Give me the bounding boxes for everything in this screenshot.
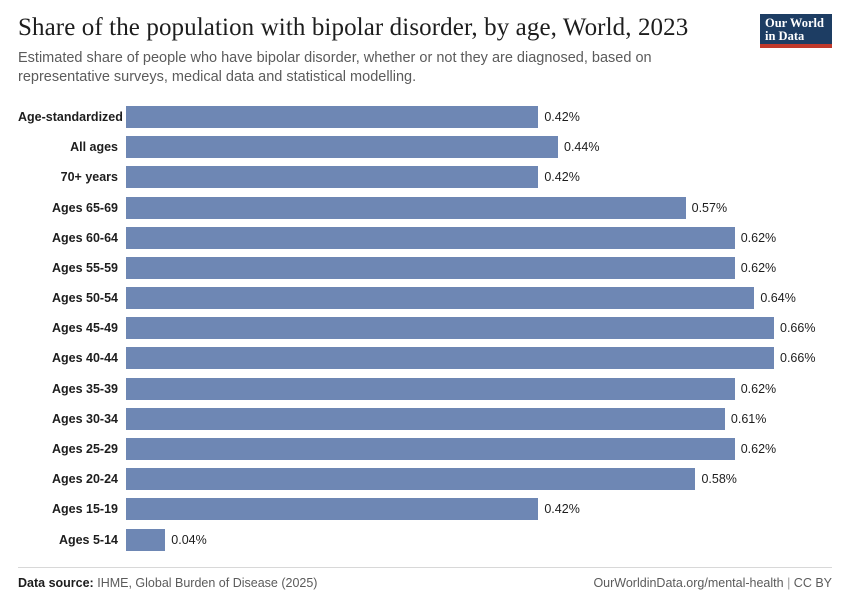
bar-category-label: Ages 50-54 — [51, 291, 118, 306]
bar[interactable] — [126, 257, 735, 279]
bar-row[interactable] — [18, 404, 832, 434]
bar-value-label: 0.64% — [760, 291, 796, 306]
bar-track — [126, 313, 832, 343]
bar-value-label: 0.42% — [544, 109, 580, 124]
bar-value-label: 0.58% — [701, 472, 737, 487]
bar[interactable] — [126, 227, 735, 249]
bar-track — [126, 464, 832, 494]
bar[interactable] — [126, 498, 538, 520]
bar-category-label: Ages 65-69 — [51, 200, 118, 215]
bar-row[interactable] — [18, 434, 832, 464]
logo-line-1: Our World — [765, 16, 824, 30]
data-source — [18, 576, 317, 590]
bar-row[interactable] — [18, 343, 832, 373]
bar-category-label: Ages 40-44 — [51, 351, 118, 366]
bar-category-label: Ages 20-24 — [51, 472, 118, 487]
bar-track — [126, 374, 832, 404]
bar-track — [126, 434, 832, 464]
bar-category-label: Ages 35-39 — [51, 381, 118, 396]
bar-row[interactable] — [18, 192, 832, 222]
bar-track — [126, 253, 832, 283]
logo-line-2: in Data — [765, 29, 805, 43]
bar[interactable] — [126, 468, 695, 490]
bar-row[interactable] — [18, 283, 832, 313]
bar-category-label: Ages 5-14 — [58, 532, 118, 547]
bar[interactable] — [126, 136, 558, 158]
data-source-text: IHME, Global Burden of Disease (2025) — [97, 576, 318, 590]
bar-category-label: Ages 45-49 — [51, 321, 118, 336]
bar-track — [126, 102, 832, 132]
bar[interactable] — [126, 166, 538, 188]
bar-track — [126, 192, 832, 222]
chart-header — [18, 14, 832, 88]
bar-chart — [18, 102, 832, 554]
data-source-label: Data source: — [18, 576, 94, 590]
bar-row[interactable] — [18, 162, 832, 192]
bar-category-label: All ages — [70, 140, 118, 155]
bar-track — [126, 132, 832, 162]
bar-value-label: 0.42% — [544, 502, 580, 517]
page-title: Share of the population with bipolar disorder, by age, World, 2023 — [18, 14, 689, 41]
bar-category-label: 70+ years — [60, 170, 118, 185]
bar-row[interactable] — [18, 253, 832, 283]
bar-value-label: 0.62% — [740, 442, 777, 457]
bar-track — [126, 404, 832, 434]
bar[interactable] — [126, 317, 774, 339]
bar-row[interactable] — [18, 313, 832, 343]
site-url[interactable]: OurWorldinData.org/mental-health — [593, 576, 784, 590]
bar-category-label: Ages 15-19 — [51, 502, 118, 517]
bar-track — [126, 494, 832, 524]
chart-subtitle: Estimated share of people who have bipolar disorder, whether or not they are diagnosed, based on representative surveys, medical data and statistical modelling. — [18, 49, 652, 86]
bar-track — [126, 343, 832, 373]
bar[interactable] — [126, 438, 735, 460]
bar-category-label: Ages 30-34 — [51, 411, 118, 426]
bar-category-label: Ages 60-64 — [51, 230, 118, 245]
bar-value-label: 0.66% — [780, 321, 816, 336]
bar[interactable] — [126, 106, 538, 128]
bar-category-label: Ages 25-29 — [51, 442, 118, 457]
bar-value-label: 0.62% — [740, 260, 777, 275]
bar-value-label: 0.61% — [730, 411, 767, 426]
bar-category-label: Ages 55-59 — [51, 260, 118, 275]
bar[interactable] — [126, 347, 774, 369]
bar-track — [126, 162, 832, 192]
bar[interactable] — [126, 408, 725, 430]
bar-row[interactable] — [18, 102, 832, 132]
bar[interactable] — [126, 197, 686, 219]
our-world-in-data-logo[interactable] — [760, 14, 832, 48]
license-label[interactable]: CC BY — [793, 576, 832, 590]
footer-links[interactable] — [593, 576, 832, 590]
bar-value-label: 0.04% — [171, 532, 207, 547]
bar-row[interactable] — [18, 494, 832, 524]
bar-track — [126, 223, 832, 253]
bar[interactable] — [126, 287, 754, 309]
bar-value-label: 0.57% — [691, 200, 728, 215]
bar-row[interactable] — [18, 223, 832, 253]
bar[interactable] — [126, 378, 735, 400]
bar-row[interactable] — [18, 374, 832, 404]
footer-separator: | — [787, 576, 791, 590]
bar-value-label: 0.66% — [780, 351, 816, 366]
bar-track — [126, 283, 832, 313]
bar-value-label: 0.44% — [564, 140, 600, 155]
bar-value-label: 0.42% — [544, 170, 580, 185]
bar-row[interactable] — [18, 464, 832, 494]
bar-rows — [18, 102, 832, 555]
bar-value-label: 0.62% — [740, 230, 777, 245]
bar-category-label: Age-standardized — [18, 109, 123, 124]
bar-value-label: 0.62% — [740, 381, 777, 396]
bar-track — [126, 525, 832, 555]
chart-footer — [18, 567, 832, 590]
bar[interactable] — [126, 529, 165, 551]
bar-row[interactable] — [18, 525, 832, 555]
bar-row[interactable] — [18, 132, 832, 162]
